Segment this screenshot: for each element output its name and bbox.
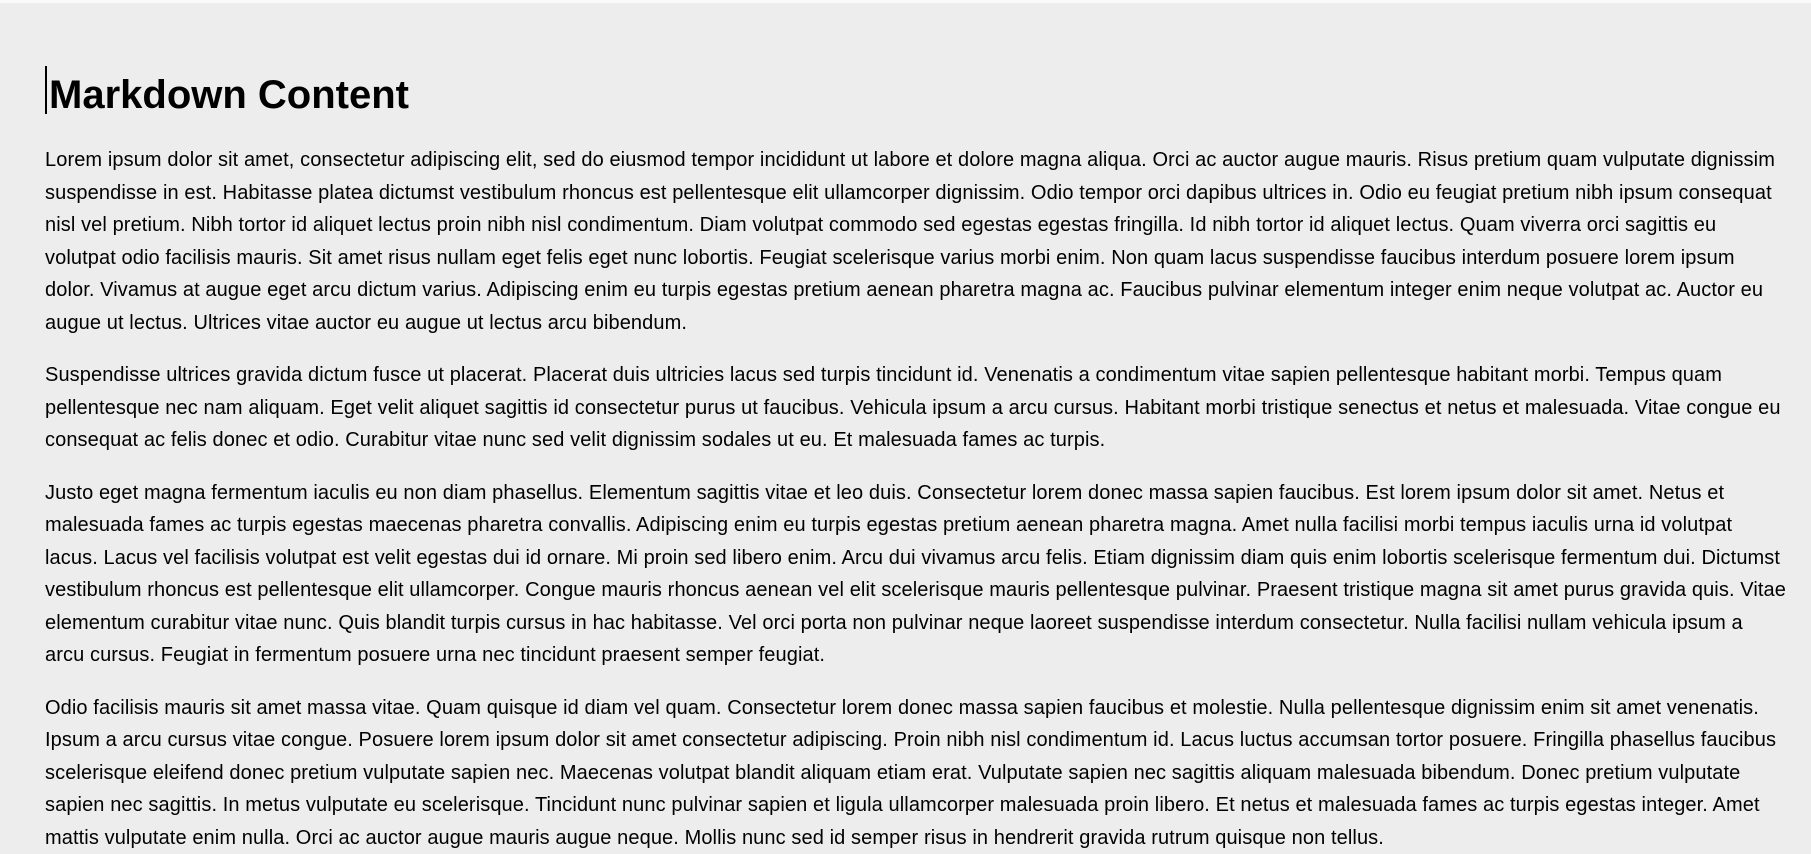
paragraph-2: Suspendisse ultrices gravida dictum fusce ut placerat. Placerat duis ultricies lacus sed turpis tincidunt id. Venenatis a condimentum vitae sapien pellentesque habitant morbi. Tempus quam pellentesque nec nam aliquam. Eget velit aliquet sagittis id consectetur purus ut faucibus. Vehicula ipsum a arcu cursus. Habitant morbi tristique senectus et netus et malesuada. Vitae congue eu consequat ac felis donec et odio. Curabitur vitae nunc sed velit dignissim sodales ut eu. Et malesuada fames ac turpis. <box>45 359 1787 457</box>
paragraph-1: Lorem ipsum dolor sit amet, consectetur adipiscing elit, sed do eiusmod tempor incididunt ut labore et dolore magna aliqua. Orci ac auctor augue mauris. Risus pretium quam vulputate dignissim suspendisse in est. Habitasse platea dictumst vestibulum rhoncus est pellentesque elit ullamcorper dignissim. Odio tempor orci dapibus ultrices in. Odio eu feugiat pretium nibh ipsum consequat nisl vel pretium. Nibh tortor id aliquet lectus proin nibh nisl condimentum. Diam volutpat commodo sed egestas egestas fringilla. Id nibh tortor id aliquet lectus. Quam viverra orci sagittis eu volutpat odio facilisis mauris. Sit amet risus nullam eget felis eget nunc lobortis. Feugiat scelerisque varius morbi enim. Non quam lacus suspendisse faucibus interdum posuere lorem ipsum dolor. Vivamus at augue eget arcu dictum varius. Adipiscing enim eu turpis egestas pretium aenean pharetra magna ac. Faucibus pulvinar elementum integer enim neque volutpat ac. Auctor eu augue ut lectus. Ultrices vitae auctor eu augue ut lectus arcu bibendum. <box>45 144 1787 339</box>
paragraph-3: Justo eget magna fermentum iaculis eu non diam phasellus. Elementum sagittis vitae et leo duis. Consectetur lorem donec massa sapien faucibus. Est lorem ipsum dolor sit amet. Netus et malesuada fames ac turpis egestas maecenas pharetra convallis. Adipiscing enim eu turpis egestas pretium aenean pharetra magna. Amet nulla facilisi morbi tempus iaculis urna id volutpat lacus. Lacus vel facilisis volutpat est velit egestas dui id ornare. Mi proin sed libero enim. Arcu dui vivamus arcu felis. Etiam dignissim diam quis enim lobortis scelerisque fermentum dui. Dictumst vestibulum rhoncus est pellentesque elit ullamcorper. Congue mauris rhoncus aenean vel elit scelerisque mauris pellentesque pulvinar. Praesent tristique magna sit amet purus gravida quis. Vitae elementum curabitur vitae nunc. Quis blandit turpis cursus in hac habitasse. Vel orci porta non pulvinar neque laoreet suspendisse interdum consectetur. Nulla facilisi nullam vehicula ipsum a arcu cursus. Feugiat in fermentum posuere urna nec tincidunt praesent semper feugiat. <box>45 477 1787 672</box>
markdown-document <box>0 3 1811 854</box>
text-caret <box>45 66 47 114</box>
page-title <box>45 66 1787 118</box>
page-title-text: Markdown Content <box>49 73 409 117</box>
paragraph-4: Odio facilisis mauris sit amet massa vitae. Quam quisque id diam vel quam. Consectetur lorem donec massa sapien faucibus et molestie. Nulla pellentesque dignissim enim sit amet venenatis. Ipsum a arcu cursus vitae congue. Posuere lorem ipsum dolor sit amet consectetur adipiscing. Proin nibh nisl condimentum id. Lacus luctus accumsan tortor posuere. Fringilla phasellus faucibus scelerisque eleifend donec pretium vulputate sapien nec. Maecenas volutpat blandit aliquam etiam erat. Vulputate sapien nec sagittis aliquam malesuada bibendum. Donec pretium vulputate sapien nec sagittis. In metus vulputate eu scelerisque. Tincidunt nunc pulvinar sapien et ligula ullamcorper malesuada proin libero. Et netus et malesuada fames ac turpis egestas integer. Amet mattis vulputate enim nulla. Orci ac auctor augue mauris augue neque. Mollis nunc sed id semper risus in hendrerit gravida rutrum quisque non tellus. <box>45 692 1787 854</box>
